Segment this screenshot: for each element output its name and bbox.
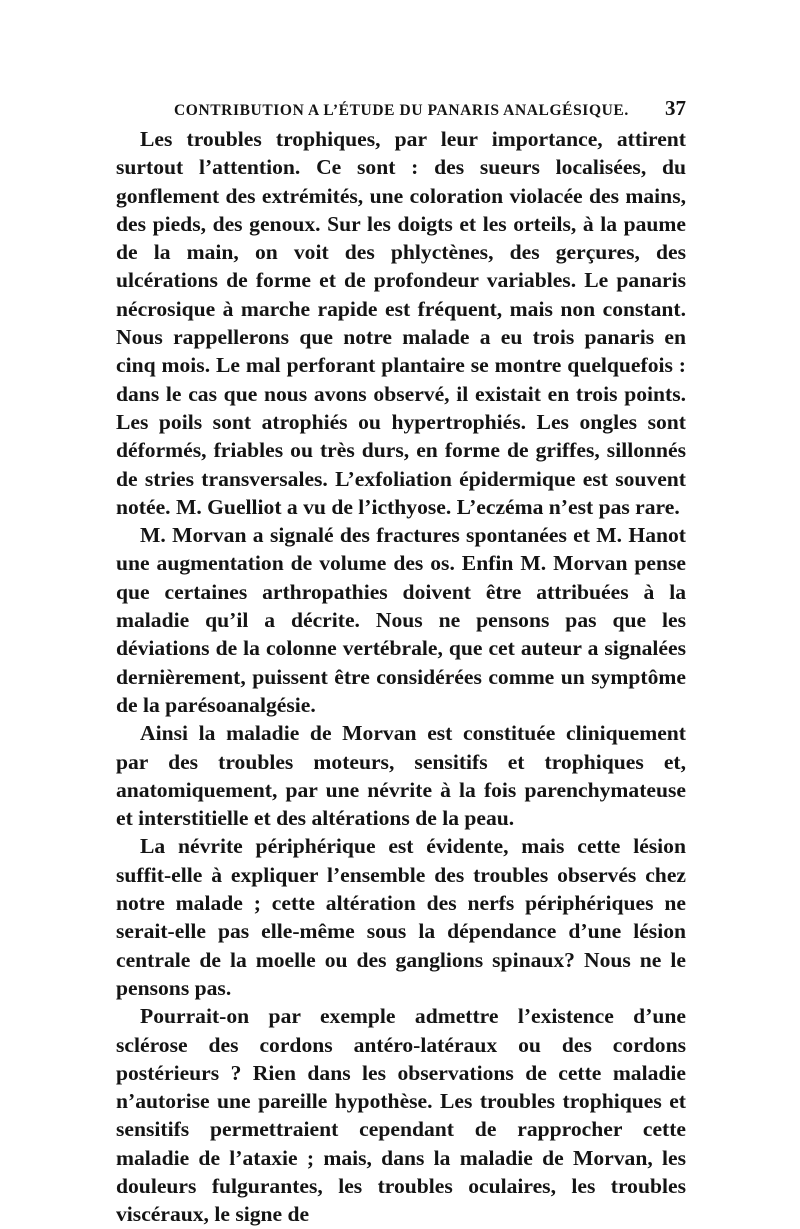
page-number: 37 — [665, 96, 686, 120]
paragraph: Pourrait-on par exemple admettre l’existence d’une sclérose des cordons antéro-latéraux ou des cordons postérieurs ? Rien dans les observations de cette maladie n’autorise une pareille hypothèse. Les troubles trophiques et sensitifs permettraient cependant de rapprocher cette maladie de l’ataxie ; mais, dans la maladie de Morvan, les douleurs fulgurantes, les troubles oculaires, les troubles viscéraux, le signe de — [116, 1004, 686, 1227]
running-title: CONTRIBUTION A L’ÉTUDE DU PANARIS ANALGÉSIQUE. — [174, 102, 629, 119]
page-header — [174, 96, 686, 121]
paragraph: La névrite périphérique est évidente, mais cette lésion suffit-elle à expliquer l’ensemble des troubles observés chez notre malade ; cette altération des nerfs périphériques ne serait-elle pas elle-même sous la dépendance d’une lésion centrale de la moelle ou des ganglions spinaux? Nous ne le pensons pas. — [116, 834, 686, 1000]
body-text — [116, 125, 686, 1229]
paragraph: M. Morvan a signalé des fractures spontanées et M. Hanot une augmentation de volume des os. Enfin M. Morvan pense que certaines arthropathies doivent être attribuées à la maladie qu’il a décrite. Nous ne pensons pas que les déviations de la colonne vertébrale, que cet auteur a signalées dernièrement, puissent être considérées comme un symptôme de la parésoanalgésie. — [116, 523, 686, 717]
paragraph: Ainsi la maladie de Morvan est constituée cliniquement par des troubles moteurs, sensitifs et trophiques et, anatomiquement, par une névrite à la fois parenchymateuse et interstitielle et des altérations de la peau. — [116, 721, 686, 831]
paragraph: Les troubles trophiques, par leur importance, attirent surtout l’attention. Ce sont : des sueurs localisées, du gonflement des extrémités, une coloration violacée des mains, des pieds, des genoux. Sur les doigts et les orteils, à la paume de la main, on voit des phlyctènes, des gerçures, des ulcérations de forme et de profondeur variables. Le panaris nécrosique à marche rapide est fréquent, mais non constant. Nous rappellerons que notre malade a eu trois panaris en cinq mois. Le mal perforant plantaire se montre quelquefois : dans le cas que nous avons observé, il existait en trois points. Les poils sont atrophiés ou hypertrophiés. Les ongles sont déformés, friables ou très durs, en forme de griffes, sillonnés de stries transversales. L’exfoliation épidermique est souvent notée. M. Guelliot a vu de l’icthyose. L’eczéma n’est pas rare. — [116, 127, 686, 519]
